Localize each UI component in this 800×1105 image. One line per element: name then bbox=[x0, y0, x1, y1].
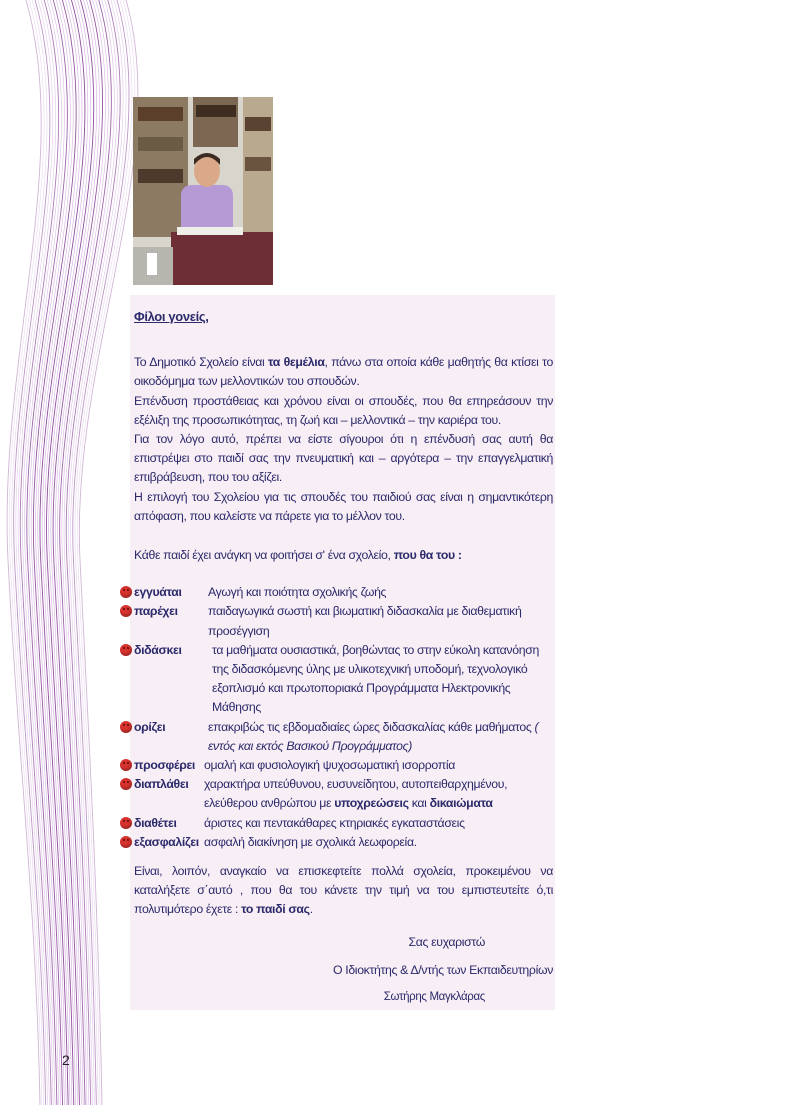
benefits-list bbox=[134, 583, 553, 852]
paragraph-foundations: Το Δημοτικό Σχολείο είναι τα θεμέλια, πάνω στα οποία κάθε μαθητής θα κτίσει το οικοδόμημα των μελλοντικών του σπουδών. bbox=[134, 355, 553, 389]
list-item: εξασφαλίζει ασφαλή διακίνηση με σχολικά λεωφορεία. bbox=[134, 833, 553, 852]
signature-name: Σωτήρης Μαγκλάρας bbox=[383, 991, 485, 1004]
list-item: διαπλάθει χαρακτήρα υπεύθυνου, ευσυνείδητου, αυτοπειθαρχημένου, ελεύθερου ανθρώπου με υποχρεώσεις και δικαιώματα bbox=[134, 775, 553, 813]
smiley-bullet-icon bbox=[120, 605, 132, 617]
principal-photo bbox=[133, 97, 273, 285]
smiley-bullet-icon bbox=[120, 586, 132, 598]
wave-line bbox=[73, 0, 129, 1105]
list-item: προσφέρει ομαλή και φυσιολογική ψυχοσωματική ισορροπία bbox=[134, 756, 553, 775]
list-item: ορίζει επακριβώς τις εβδομαδιαίες ώρες διδασκαλίας κάθε μαθήματος ( εντός και εκτός Βασικού Προγράμματος) bbox=[134, 718, 553, 756]
letter-panel bbox=[130, 295, 555, 1010]
smiley-bullet-icon bbox=[120, 778, 132, 790]
wave-line bbox=[75, 0, 132, 1105]
smiley-bullet-icon bbox=[120, 836, 132, 848]
wave-line bbox=[36, 0, 80, 1105]
smiley-bullet-icon bbox=[120, 817, 132, 829]
wave-line bbox=[71, 0, 127, 1105]
page-number: 2 bbox=[62, 1052, 70, 1068]
smiley-bullet-icon bbox=[120, 759, 132, 771]
signature-title: Ο Ιδιοκτήτης & Δ/ντής των Εκπαιδευτηρίων bbox=[332, 962, 553, 977]
list-item: διδάσκει τα μαθήματα ουσιαστικά, βοηθώντας το στην εύκολη κατανόηση της διδασκόμενης ύλης με υλικοτεχνική υποδομή, τεχνολογικό εξοπλισμό και πρωτοποριακά Προγράμματα Ηλεκτρονικής Μάθησης bbox=[134, 641, 553, 718]
smiley-bullet-icon bbox=[120, 644, 132, 656]
list-item: εγγυάται Αγωγή και ποιότητα σχολικής ζωής bbox=[134, 583, 553, 602]
smiley-bullet-icon bbox=[120, 721, 132, 733]
wave-line bbox=[18, 0, 56, 1105]
thanks-line: Σας ευχαριστώ bbox=[408, 934, 485, 949]
greeting: Φίλοι γονείς, bbox=[134, 309, 209, 324]
list-item: διαθέτει άριστες και πεντακάθαρες κτηριακές εγκαταστάσεις bbox=[134, 814, 553, 833]
list-lead: Κάθε παιδί έχει ανάγκη να φοιτήσει σ' ένα σχολείο, που θα του : bbox=[134, 548, 462, 563]
paragraph-investment: Επένδυση προστάθειας και χρόνου είναι οι σπουδές, που θα επηρεάσουν την εξέλιξη της προσωπικότητας, τη ζωή και – μελλοντικά – την καριέρα του. bbox=[134, 393, 553, 427]
list-item: παρέχει παιδαγωγικά σωστή και βιωματική διδασκαλία με διαθεματική προσέγγιση bbox=[134, 602, 553, 640]
paragraph-choice: Η επιλογή του Σχολείου για τις σπουδές του παιδιού σας είναι η σημαντικότερη απόφαση, που καλείστε να πάρετε για το μέλλον του. bbox=[134, 489, 553, 523]
paragraph-closing: Είναι, λοιπόν, αναγκαίο να επισκεφτείτε πολλά σχολεία, προκειμένου να καταλήξετε σ΄αυτό , που θα του κάνετε την τιμή να του εμπιστευτείτε ό,τι πολυτιμότερο έχετε : το παιδί σας. bbox=[134, 864, 553, 917]
paragraph-reason: Για τον λόγο αυτό, πρέπει να είστε σίγουροι ότι η επένδυσή σας αυτή θα επιστρέψει στο παιδί σας την πνευματική και – αργότερα – την επαγγελματική επιβράβευση, που του αξίζει. bbox=[134, 432, 553, 485]
